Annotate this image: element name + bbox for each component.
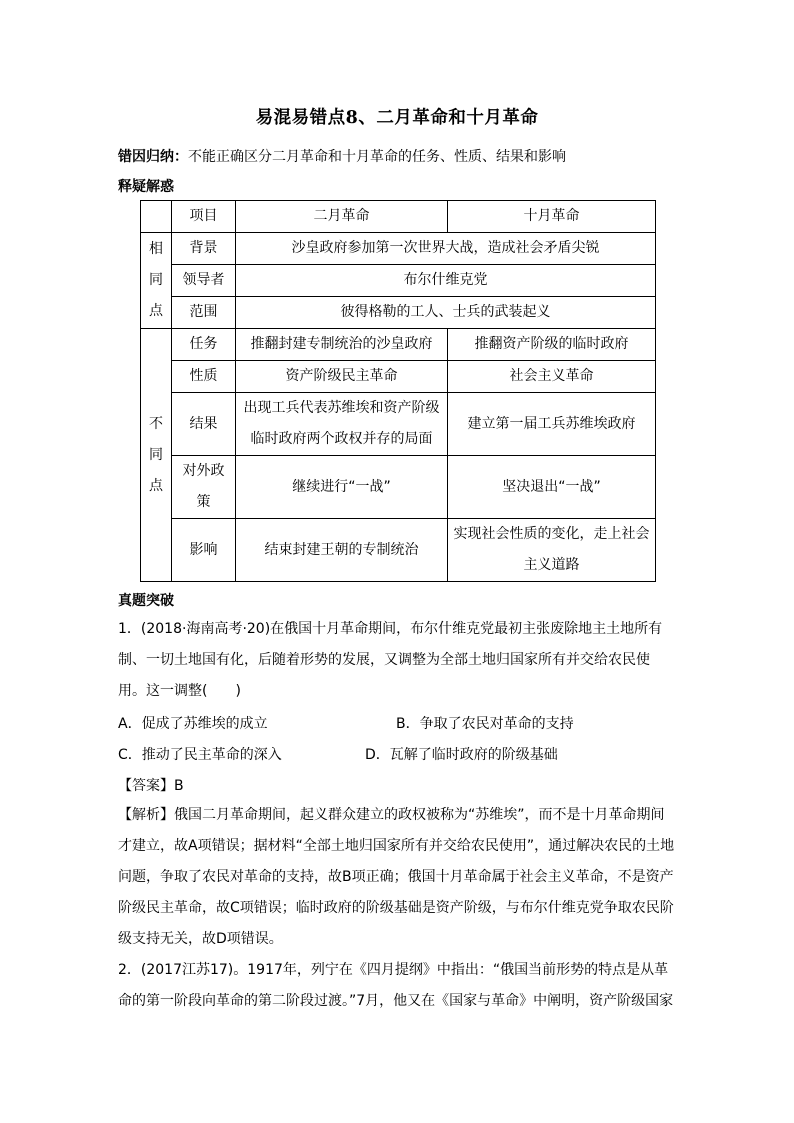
same-group-char: 相 (149, 241, 163, 257)
question-2-stem: 2．(2017江苏17)。1917年，列宁在《四月提纲》中指出：“俄国当前形势的特点是从革命的第一阶段向革命的第二阶段过渡。”7月，他又在《国家与革命》中阐明，资产阶级国家 (118, 962, 674, 1009)
row-value: 彼得格勒的工人、士兵的武装起义 (236, 297, 656, 329)
analysis-text: 俄国二月革命期间，起义群众建立的政权被称为“苏维埃”，而不是十月革命期间才建立，故A项错误；据材料“全部土地归国家所有并交给农民使用”，通过解决农民的土地问题，争取了农民对革命的支持，故B项正确；俄国十月革命属于社会主义革命，不是资产阶级民主革命，故C项错误；临时政府的阶级基础是资产阶级，与布尔什维克党争取农民阶级支持无关，故D项错误。 (118, 807, 675, 947)
row-item: 任务 (172, 329, 236, 361)
row-item: 背景 (172, 233, 236, 265)
diff-group-char: 不 (149, 415, 163, 432)
row-item: 领导者 (172, 265, 236, 297)
february-value: 推翻封建专制统治的沙皇政府 (236, 329, 448, 361)
header-february: 二月革命 (236, 201, 448, 233)
table-row (141, 265, 656, 297)
october-value: 社会主义革命 (448, 361, 656, 393)
row-item: 性质 (172, 361, 236, 393)
same-group-char: 点 (149, 303, 163, 319)
table-row (141, 233, 656, 265)
february-value: 资产阶级民主革命 (236, 361, 448, 393)
october-value: 坚决退出“一战” (448, 456, 656, 519)
row-value: 沙皇政府参加第一次世界大战，造成社会矛盾尖锐 (236, 233, 656, 265)
question-1-option-c: C．推动了民主革命的深入 (118, 747, 282, 763)
question-1-answer (118, 775, 184, 795)
practice-heading: 真题突破 (118, 593, 174, 609)
october-value: 建立第一届工兵苏维埃政府 (448, 393, 656, 456)
analysis-label: 【解析】 (118, 807, 174, 823)
same-group-cell (141, 233, 172, 329)
error-cause-line (118, 146, 566, 166)
october-value: 实现社会性质的变化，走上社会主义道路 (448, 519, 656, 582)
same-group-char: 同 (149, 272, 163, 288)
row-item: 对外政策 (172, 456, 236, 519)
answer-value: B (174, 778, 184, 794)
row-value: 布尔什维克党 (236, 265, 656, 297)
diff-group-cell (141, 329, 172, 582)
february-value: 继续进行“一战” (236, 456, 448, 519)
page-title: 易混易错点8、二月革命和十月革命 (255, 108, 539, 128)
answer-label: 【答案】 (118, 778, 174, 794)
february-value: 出现工兵代表苏维埃和资产阶级临时政府两个政权并存的局面 (236, 393, 448, 456)
table-row (141, 329, 656, 361)
error-cause-label: 错因归纳： (118, 149, 188, 165)
table-row (141, 297, 656, 329)
row-item: 范围 (172, 297, 236, 329)
diff-group-char: 同 (149, 446, 163, 463)
table-corner-cell (141, 201, 172, 233)
table-row (141, 456, 656, 519)
table-row (141, 361, 656, 393)
row-item: 影响 (172, 519, 236, 582)
february-value: 结束封建王朝的专制统治 (236, 519, 448, 582)
diff-group-char: 点 (149, 477, 163, 494)
question-1-option-a: A．促成了苏维埃的成立 (118, 716, 268, 732)
question-1-option-d: D．瓦解了临时政府的阶级基础 (365, 747, 558, 763)
october-value: 推翻资产阶级的临时政府 (448, 329, 656, 361)
table-row (141, 519, 656, 582)
clarify-heading: 释疑解惑 (118, 179, 174, 195)
comparison-table (140, 200, 656, 582)
table-row (141, 393, 656, 456)
header-item: 项目 (172, 201, 236, 233)
question-1-stem: 1．(2018·海南高考·20)在俄国十月革命期间，布尔什维克党最初主张废除地主土地所有制、一切土地国有化，后随着形势的发展，又调整为全部土地归国家所有并交给农民使用。这一调整( ) (118, 621, 663, 699)
error-cause-text: 不能正确区分二月革命和十月革命的任务、性质、结果和影响 (188, 149, 566, 165)
question-1-option-b: B．争取了农民对革命的支持 (396, 716, 574, 732)
table-header-row (141, 201, 656, 233)
row-item: 结果 (172, 393, 236, 456)
question-1-analysis (118, 800, 676, 955)
header-october: 十月革命 (448, 201, 656, 233)
